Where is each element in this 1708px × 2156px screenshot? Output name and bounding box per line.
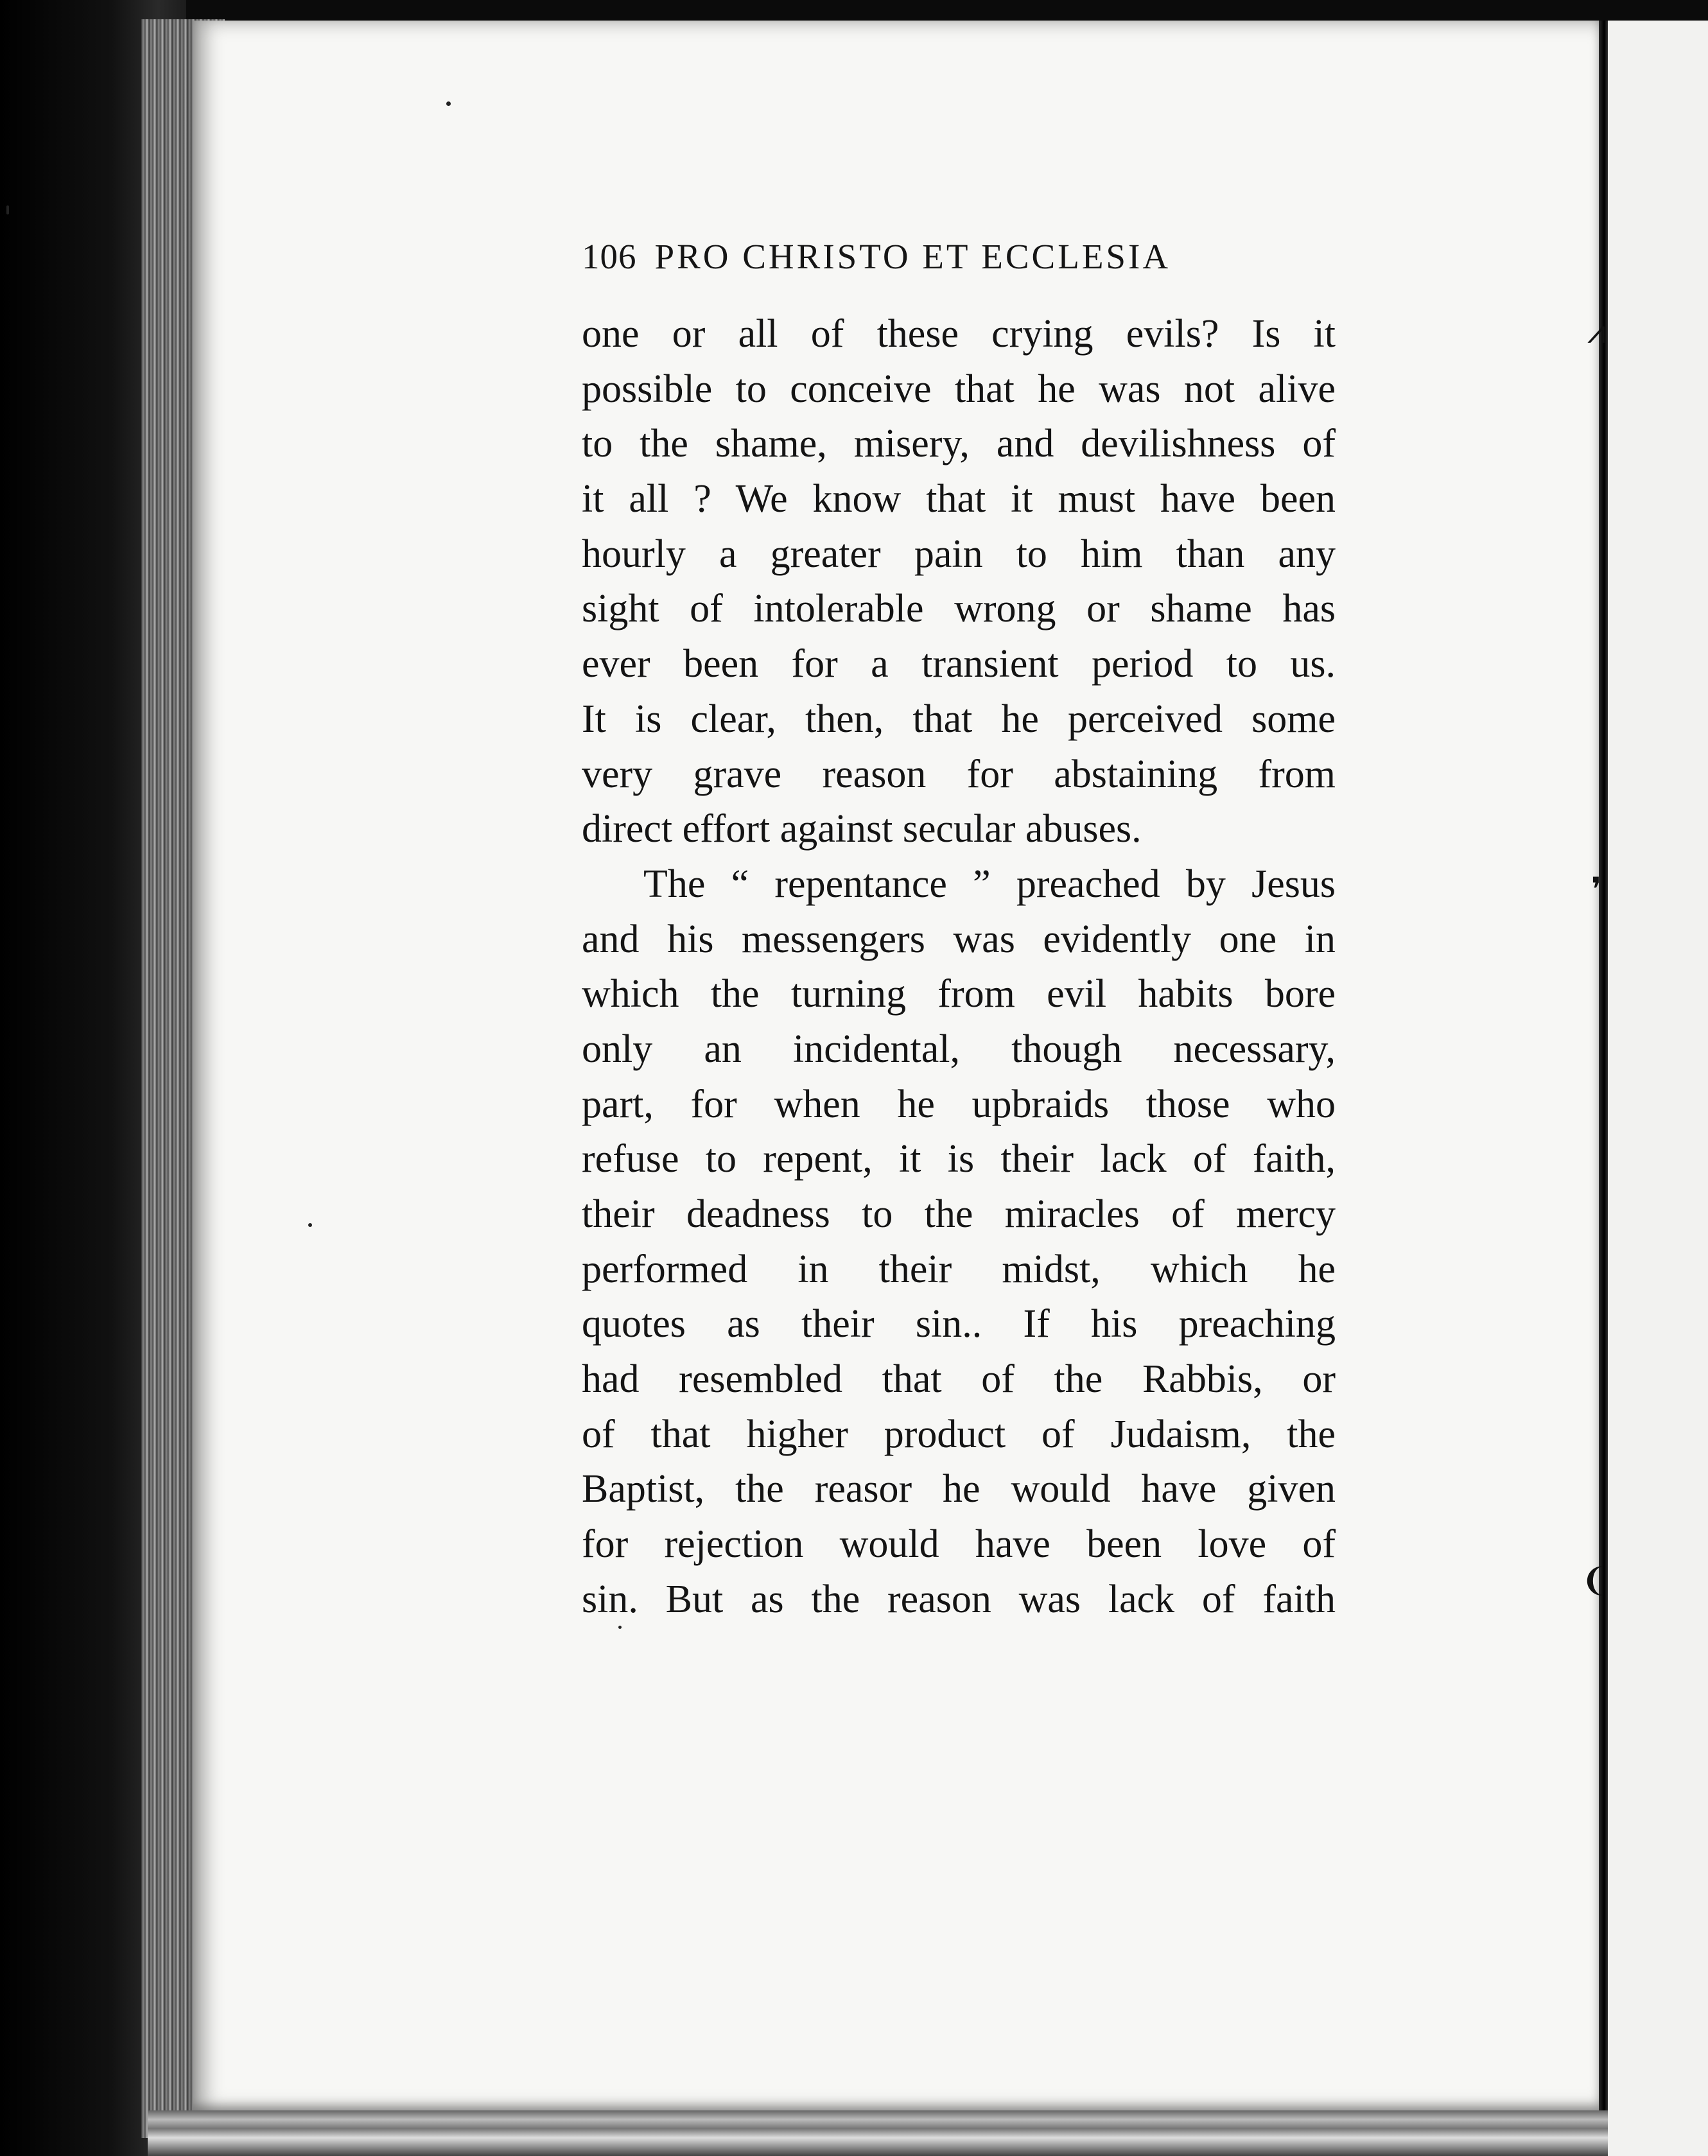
facing-page-edge: [1608, 21, 1708, 2156]
bottom-page-edges: [148, 2110, 1608, 2156]
text-line: sight of intolerable wrong or shame has: [582, 587, 1336, 631]
text-line: sin. But as the reason was lack of faith: [582, 1577, 1336, 1621]
text-line: one or all of these crying evils? Is it: [582, 312, 1336, 356]
facing-page-mark: ⩘: [1587, 314, 1606, 350]
text-line: Baptist, the reasor he would have given: [582, 1467, 1336, 1511]
running-title: PRO CHRISTO ET ECCLESIA: [654, 237, 1171, 276]
text-line: possible to conceive that he was not alive: [582, 367, 1336, 411]
text-line: direct effort against secular abuses.: [582, 807, 1142, 851]
page-speck: [446, 101, 451, 106]
page-speck: [6, 205, 9, 214]
text-line: The “ repentance ” preached by Jesus: [643, 862, 1336, 906]
text-line: for rejection would have been love of: [582, 1522, 1336, 1567]
text-line: their deadness to the miracles of mercy: [582, 1192, 1336, 1236]
text-line: hourly a greater pain to him than any: [582, 532, 1336, 576]
facing-page-mark: ❜: [1591, 871, 1602, 907]
text-line: It is clear, then, that he perceived some: [582, 697, 1336, 741]
text-line: performed in their midst, which he: [582, 1247, 1336, 1291]
text-line: had resembled that of the Rabbis, or: [582, 1357, 1336, 1402]
text-line: very grave reason for abstaining from: [582, 752, 1336, 796]
body-text: [582, 307, 1336, 1628]
text-line: of that higher product of Judaism, the: [582, 1412, 1336, 1456]
text-line: which the turning from evil habits bore: [582, 972, 1336, 1016]
text-line: and his messengers was evidently one in: [582, 917, 1336, 961]
text-line: refuse to repent, it is their lack of faith,: [582, 1137, 1336, 1181]
text-line: it all ? We know that it must have been: [582, 477, 1336, 521]
text-line: quotes as their sin.. If his preaching: [582, 1302, 1336, 1346]
facing-page-mark: ❨: [1581, 1562, 1608, 1598]
running-header: [582, 236, 1250, 281]
page-speck: [308, 1223, 312, 1227]
text-line: ever been for a transient period to us.: [582, 642, 1336, 686]
text-line: to the shame, misery, and devilishness of: [582, 422, 1336, 466]
page-number: 106: [582, 237, 637, 276]
text-line: part, for when he upbraids those who: [582, 1082, 1336, 1126]
text-line: only an incidental, though necessary,: [582, 1027, 1336, 1071]
